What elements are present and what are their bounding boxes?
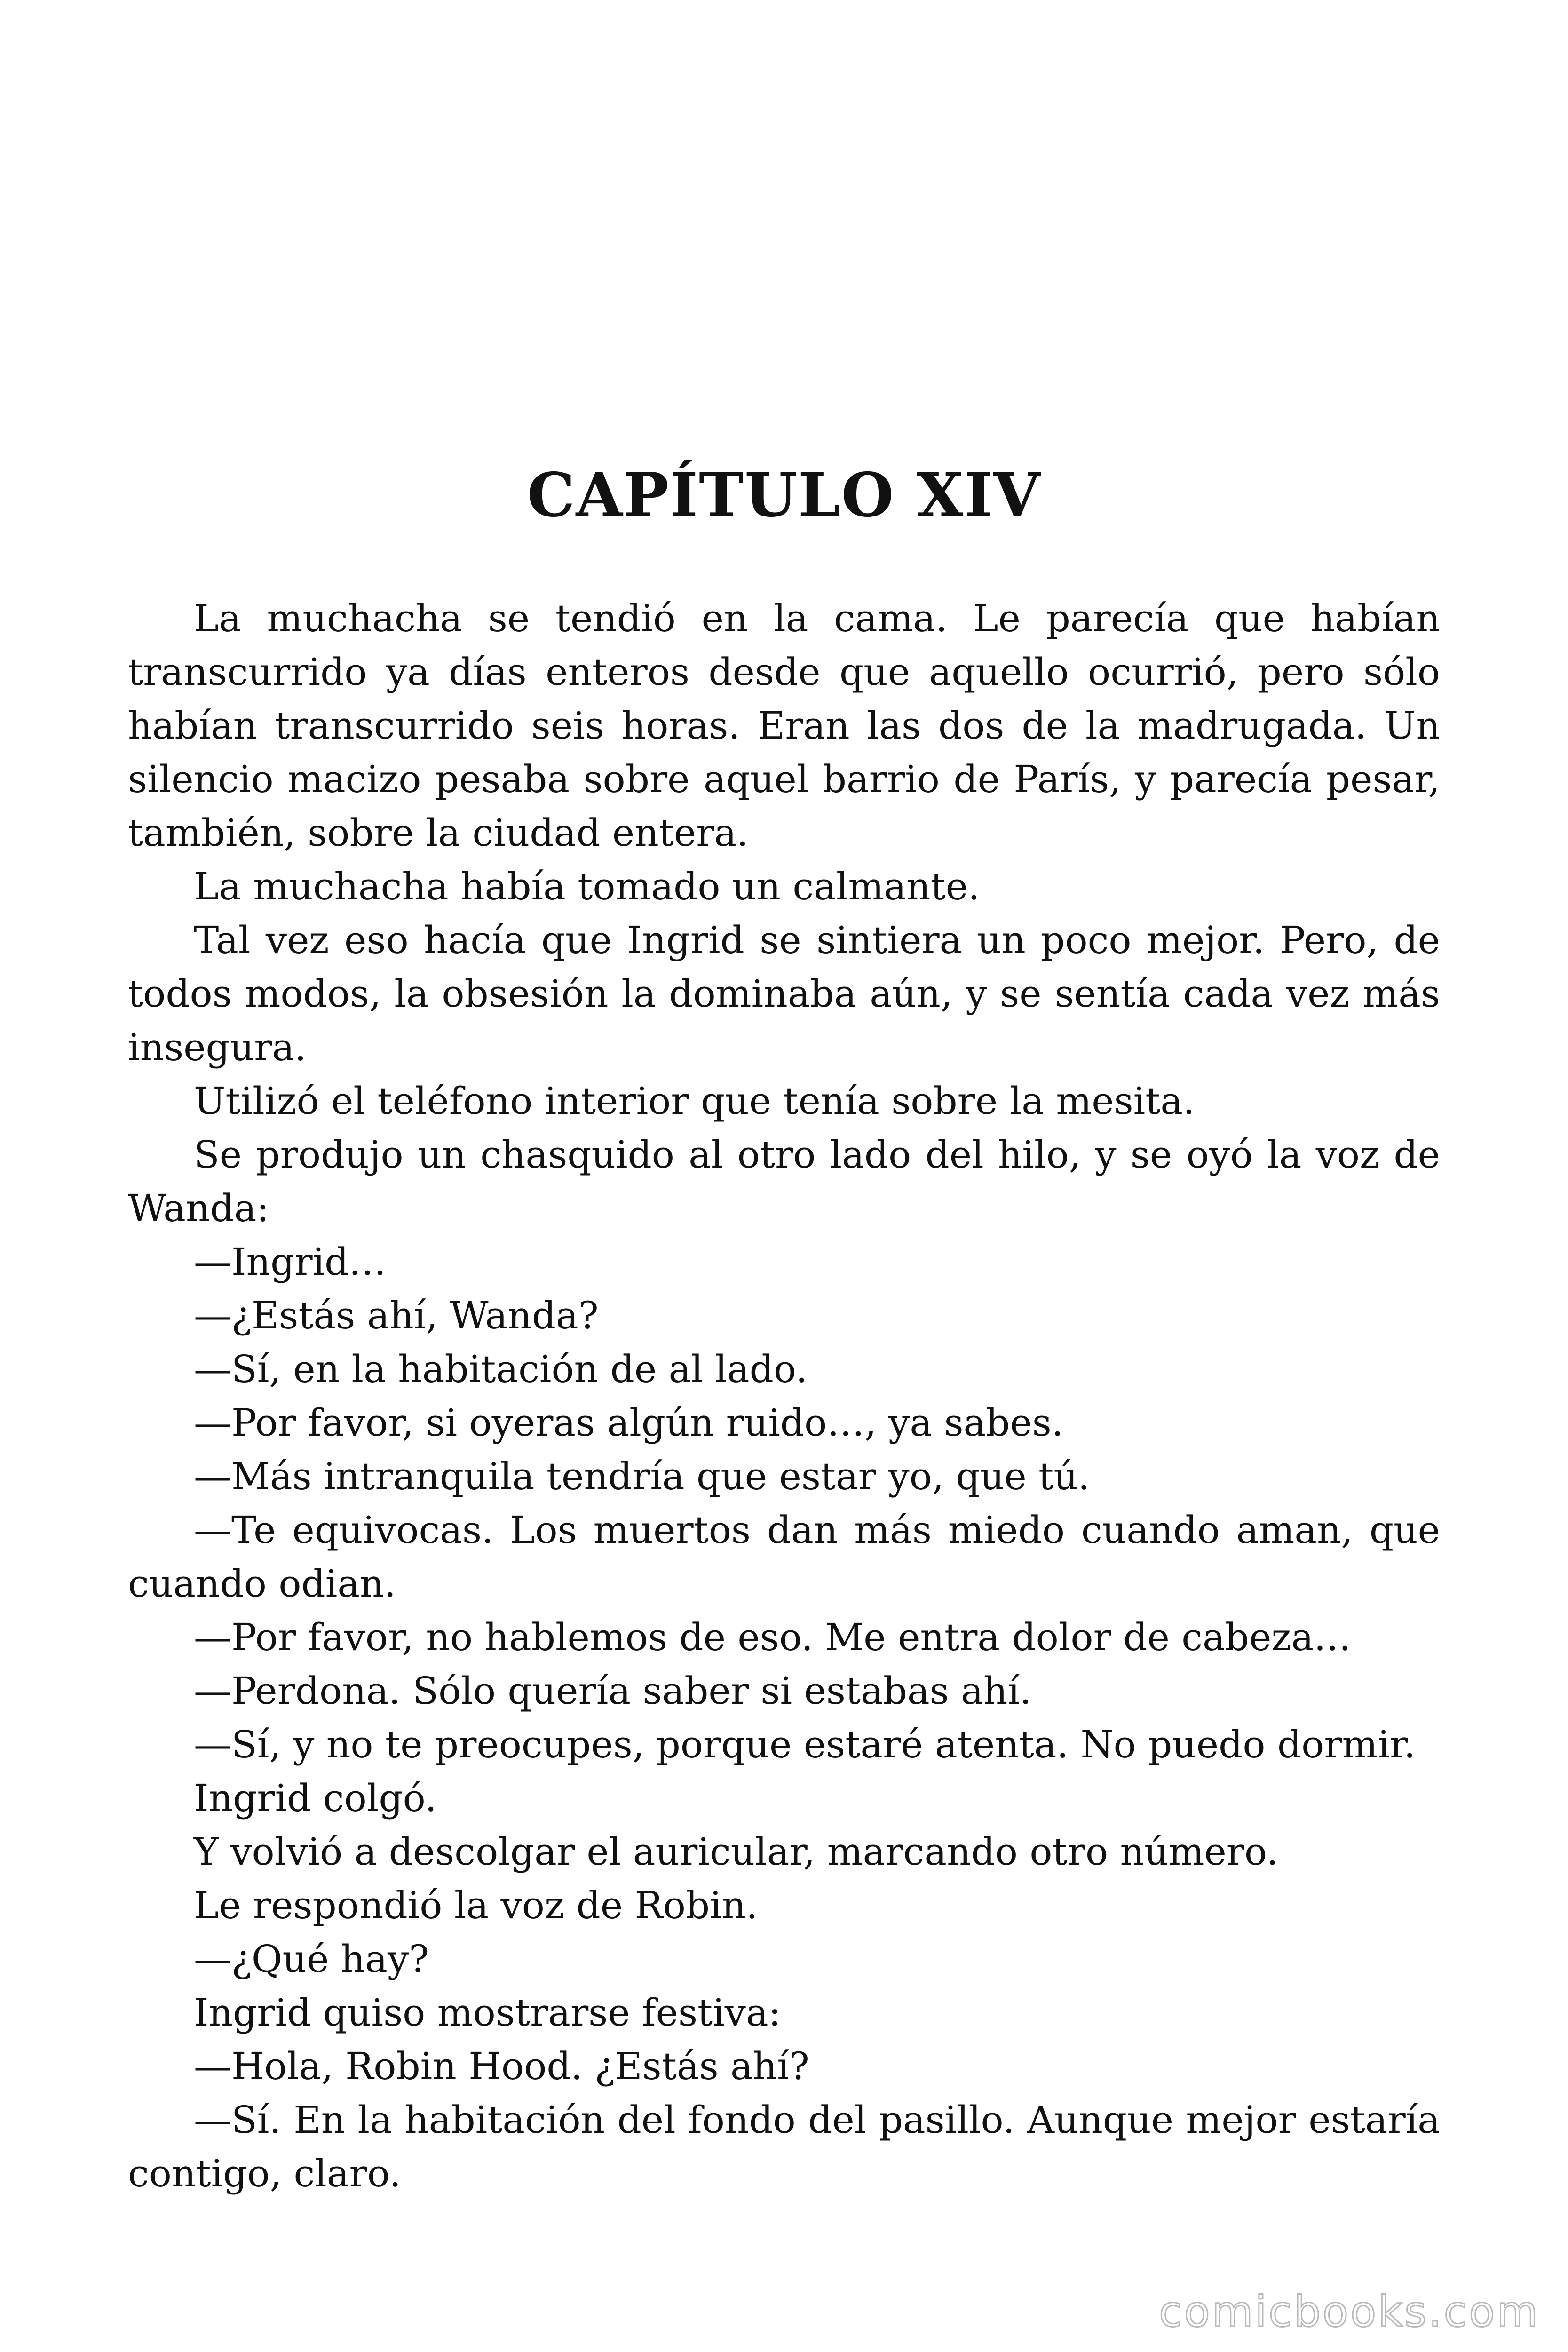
- dialogue-line: —¿Estás ahí, Wanda?: [194, 1294, 599, 1337]
- dialogue-line: —Hola, Robin Hood. ¿Estás ahí?: [194, 2044, 809, 2088]
- dialogue-line: —Sí, en la habitación de al lado.: [194, 1347, 808, 1391]
- paragraph: Ingrid colgó.: [194, 1776, 437, 1820]
- paragraph: Tal vez eso hacía que Ingrid se sintiera un poco mejor. Pero, de todos modos, la obsesión la dominaba aún, y se sentía cada vez más insegura.: [128, 918, 1440, 1069]
- paragraph: Se produjo un chasquido al otro lado del hilo, y se oyó la voz de Wanda:: [128, 1133, 1440, 1230]
- paragraph: Utilizó el teléfono interior que tenía sobre la mesita.: [194, 1079, 1195, 1123]
- dialogue-line: —Perdona. Sólo quería saber si estabas ahí.: [194, 1669, 1032, 1713]
- paragraph: La muchacha había tomado un calmante.: [194, 865, 980, 908]
- dialogue-line: —Sí. En la habitación del fondo del pasillo. Aunque mejor estaría contigo, claro.: [128, 2098, 1440, 2195]
- paragraph: Le respondió la voz de Robin.: [194, 1883, 758, 1927]
- dialogue-line: —Ingrid…: [194, 1240, 387, 1284]
- dialogue-line: —Sí, y no te preocupes, porque estaré atenta. No puedo dormir.: [194, 1723, 1416, 1766]
- paragraph: Y volvió a descolgar el auricular, marcando otro número.: [194, 1830, 1279, 1874]
- chapter-title: CAPÍTULO XIV: [527, 460, 1041, 531]
- dialogue-line: —¿Qué hay?: [194, 1937, 429, 1981]
- paragraph: La muchacha se tendió en la cama. Le parecía que habían transcurrido ya días enteros desde que aquello ocurrió, pero sólo habían transcurrido seis horas. Eran las dos de la madrugada. Un silencio macizo pesaba sobre aquel barrio de París, y parecía pesar, también, sobre la ciudad entera.: [128, 596, 1440, 855]
- dialogue-line: —Te equivocas. Los muertos dan más miedo cuando aman, que cuando odian.: [128, 1508, 1440, 1605]
- dialogue-line: —Por favor, no hablemos de eso. Me entra dolor de cabeza…: [194, 1615, 1352, 1659]
- watermark: comicbooks.com: [1159, 2287, 1540, 2336]
- chapter-body: [128, 592, 1440, 2201]
- dialogue-line: —Por favor, si oyeras algún ruido…, ya sabes.: [194, 1401, 1064, 1445]
- dialogue-line: —Más intranquila tendría que estar yo, que tú.: [194, 1454, 1090, 1498]
- paragraph: Ingrid quiso mostrarse festiva:: [194, 1991, 781, 2034]
